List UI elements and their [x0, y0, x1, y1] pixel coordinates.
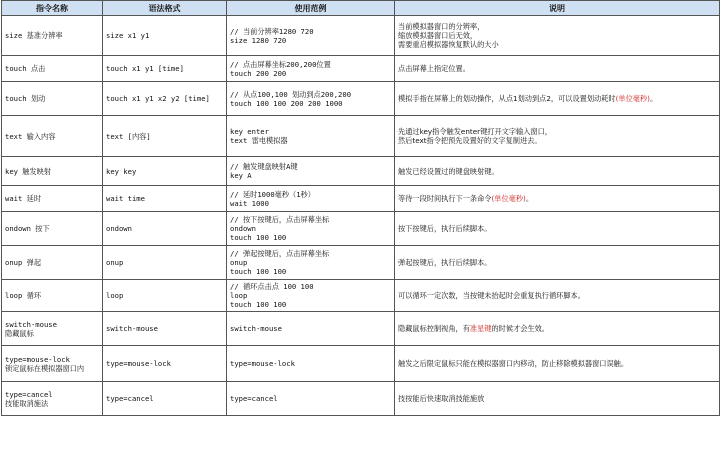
example-line: size 1280 720	[230, 35, 287, 45]
command-name-cell	[2, 346, 103, 382]
syntax-line: touch x1 y1 x2 y2 [time]	[106, 94, 210, 103]
description-text: 等待一段时间执行下一条命令	[398, 194, 492, 203]
table-row	[2, 346, 720, 382]
example-line: // 触发键盘映射A键	[230, 162, 298, 171]
syntax-line: key key	[106, 166, 137, 176]
description-line	[398, 136, 716, 145]
description-text: 可以循环一定次数，当按键未抬起时会重复执行循环脚本。	[398, 291, 585, 300]
example-cell	[227, 246, 395, 280]
syntax-line: onup	[106, 258, 124, 267]
command-name-cell	[2, 212, 103, 246]
syntax-line: switch-mouse	[106, 324, 158, 333]
description-text: 的时候才会生效。	[491, 324, 549, 333]
syntax-cell	[103, 212, 227, 246]
highlight-text: (单位毫秒)	[615, 94, 650, 103]
description-text: 。	[649, 94, 658, 103]
syntax-cell	[103, 246, 227, 280]
example-line: type=cancel	[230, 394, 278, 403]
example-line: touch 100 100	[230, 300, 287, 309]
command-name-line: size 基准分辨率	[5, 31, 63, 40]
example-cell	[227, 157, 395, 186]
table-row	[2, 312, 720, 346]
example-cell	[227, 116, 395, 157]
example-line: key enter	[230, 127, 269, 136]
command-name-line: wait 延时	[5, 194, 42, 203]
description-line	[398, 258, 716, 267]
example-line: loop	[230, 291, 248, 300]
description-cell	[395, 16, 720, 56]
description-cell	[395, 56, 720, 82]
example-line: // 弹起按键后，点击屏幕坐标	[230, 249, 330, 258]
command-name-line: type=mouse-lock	[5, 354, 70, 364]
table-body	[2, 16, 720, 416]
command-table	[1, 0, 720, 416]
syntax-cell	[103, 346, 227, 382]
syntax-cell	[103, 16, 227, 56]
command-name-line: onup 弹起	[5, 258, 42, 267]
syntax-cell	[103, 382, 227, 416]
table-row	[2, 186, 720, 212]
example-cell	[227, 16, 395, 56]
example-cell	[227, 82, 395, 116]
description-text: 。	[525, 194, 534, 203]
description-cell	[395, 116, 720, 157]
header-command-name: 指令名称	[2, 1, 103, 16]
syntax-cell	[103, 186, 227, 212]
syntax-line: ondown	[106, 224, 132, 233]
description-cell	[395, 280, 720, 312]
example-line: onup	[230, 258, 248, 267]
description-text: 先通过key指令触发enter键打开文字输入窗口，	[398, 127, 552, 136]
command-name-line: loop 循环	[5, 291, 42, 300]
example-cell	[227, 56, 395, 82]
example-line: wait 1000	[230, 198, 269, 208]
command-name-cell	[2, 312, 103, 346]
description-line	[398, 167, 716, 176]
example-line: // 当前分辨率1280 720	[230, 26, 314, 36]
example-line: text 雷电模拟器	[230, 136, 288, 145]
command-name-cell	[2, 116, 103, 157]
description-cell	[395, 312, 720, 346]
description-text: 按下按键后，执行后续脚本。	[398, 224, 492, 233]
description-text: 然后text指令把预先设置好的文字复制进去。	[398, 136, 542, 145]
syntax-cell	[103, 312, 227, 346]
example-line: touch 200 200	[230, 68, 287, 78]
command-name-line: 技能取消施法	[5, 398, 49, 408]
header-description: 说明	[395, 1, 720, 16]
description-cell	[395, 382, 720, 416]
example-line: switch-mouse	[230, 324, 282, 333]
description-text: 技按能后快速取消技能施放	[398, 394, 485, 403]
syntax-cell	[103, 82, 227, 116]
syntax-line: wait time	[106, 194, 145, 203]
description-line	[398, 40, 716, 49]
command-name-cell	[2, 246, 103, 280]
description-cell	[395, 212, 720, 246]
table-row	[2, 157, 720, 186]
syntax-line: size x1 y1	[106, 31, 150, 40]
example-cell	[227, 382, 395, 416]
table-row	[2, 246, 720, 280]
command-name-cell	[2, 82, 103, 116]
example-line: // 延时1000毫秒（1秒）	[230, 189, 315, 199]
description-text: 缩放模拟器窗口后无效，	[398, 31, 478, 40]
table-row	[2, 212, 720, 246]
table-row	[2, 16, 720, 56]
command-name-line: key 触发映射	[5, 166, 52, 176]
command-name-cell	[2, 186, 103, 212]
example-line: touch 100 100 200 200 1000	[230, 98, 343, 108]
command-name-line: text 输入内容	[5, 131, 56, 141]
syntax-cell	[103, 280, 227, 312]
table-row	[2, 116, 720, 157]
example-line: key A	[230, 171, 252, 180]
syntax-cell	[103, 56, 227, 82]
table-row	[2, 82, 720, 116]
command-name-line: type=cancel	[5, 389, 53, 399]
description-line	[398, 22, 716, 31]
example-cell	[227, 312, 395, 346]
description-text: 点击屏幕上指定位置。	[398, 64, 470, 73]
description-line	[398, 31, 716, 40]
example-cell	[227, 212, 395, 246]
command-name-line: switch-mouse	[5, 319, 57, 329]
command-name-line: 隐藏鼠标	[5, 328, 34, 338]
example-line: // 按下按键后，点击屏幕坐标	[230, 215, 330, 224]
header-row	[2, 1, 720, 16]
description-text: 隐藏鼠标控制视角，有	[398, 324, 470, 333]
example-line: touch 100 100	[230, 233, 287, 242]
description-cell	[395, 157, 720, 186]
description-cell	[395, 346, 720, 382]
example-line: touch 100 100	[230, 267, 287, 276]
command-name-cell	[2, 382, 103, 416]
description-line	[398, 94, 716, 103]
table-row	[2, 382, 720, 416]
highlight-text: (单位毫秒)	[491, 194, 526, 203]
description-line	[398, 127, 716, 136]
syntax-line: text [内容]	[106, 131, 151, 141]
syntax-cell	[103, 157, 227, 186]
syntax-line: touch x1 y1 [time]	[106, 64, 184, 73]
example-line: ondown	[230, 224, 256, 233]
command-name-line: ondown 按下	[5, 224, 50, 233]
example-line: // 从点100,100 划动到点200,200	[230, 89, 352, 99]
example-cell	[227, 186, 395, 212]
description-line	[398, 64, 716, 73]
syntax-line: type=cancel	[106, 394, 154, 403]
table-row	[2, 56, 720, 82]
header-syntax: 语法格式	[103, 1, 227, 16]
example-line: type=mouse-lock	[230, 359, 295, 368]
table-row	[2, 280, 720, 312]
example-line: // 循环点击点 100 100	[230, 282, 314, 291]
command-name-cell	[2, 56, 103, 82]
example-cell	[227, 346, 395, 382]
header-example: 使用范例	[227, 1, 395, 16]
highlight-text: 准星键	[469, 324, 492, 333]
description-cell	[395, 186, 720, 212]
description-text: 触发已经设置过的键盘映射键。	[398, 166, 499, 176]
description-text: 当前模拟器窗口的分辨率，	[398, 22, 485, 31]
command-name-cell	[2, 16, 103, 56]
description-line	[398, 324, 716, 333]
command-name-cell	[2, 280, 103, 312]
command-name-line: touch 划动	[5, 94, 46, 103]
description-cell	[395, 246, 720, 280]
syntax-line: loop	[106, 291, 124, 300]
command-name-cell	[2, 157, 103, 186]
description-text: 模拟手指在屏幕上的划动操作，从点1划动到点2，可以设置划动耗时	[398, 94, 616, 103]
syntax-cell	[103, 116, 227, 157]
example-line: // 点击屏幕坐标200,200位置	[230, 59, 331, 69]
description-text: 触发之后限定鼠标只能在模拟器窗口内移动，防止移除模拟器窗口误触。	[398, 359, 629, 368]
description-line	[398, 224, 716, 233]
command-name-line: touch 点击	[5, 64, 46, 73]
description-line	[398, 359, 716, 368]
example-cell	[227, 280, 395, 312]
description-text: 弹起按键后，执行后续脚本。	[398, 258, 492, 267]
description-line	[398, 194, 716, 203]
description-text: 需要重启模拟器恢复默认的大小	[398, 40, 499, 49]
command-name-line: 锁定鼠标在模拟器窗口内	[5, 363, 85, 373]
description-line	[398, 394, 716, 403]
syntax-line: type=mouse-lock	[106, 359, 171, 368]
description-cell	[395, 82, 720, 116]
description-line	[398, 291, 716, 300]
